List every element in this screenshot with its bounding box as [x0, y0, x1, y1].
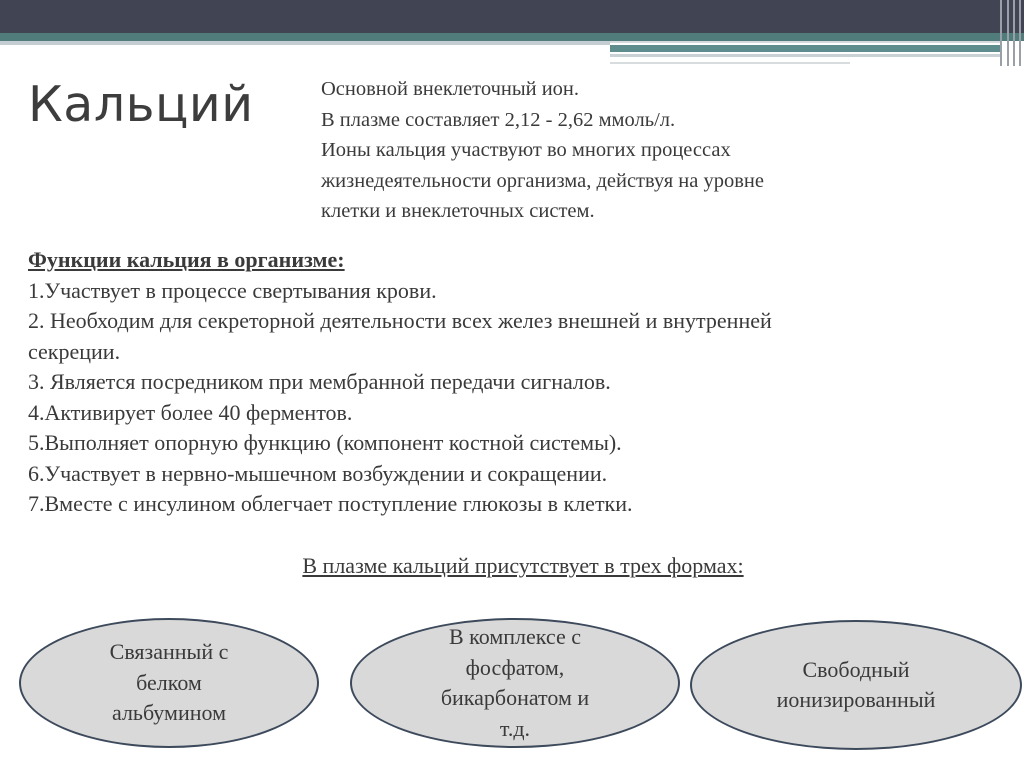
form-ellipse-label: Свободный ионизированный: [776, 656, 936, 712]
header-bar-light: [0, 41, 610, 45]
header-bar-dark: [0, 0, 1024, 33]
forms-title: [0, 553, 1024, 579]
intro-line: жизнедеятельности организма, действуя на уровне: [321, 169, 764, 192]
intro-line: клетки и внеклеточных систем.: [321, 200, 595, 222]
function-item: 7.Вместе с инсулином облегчает поступление глюкозы в клетки.: [28, 491, 633, 516]
intro-line: В плазме составляет 2,12 - 2,62 ммоль/л.: [321, 108, 676, 131]
function-item: 6.Участвует в нервно-мышечном возбуждении и сокращении.: [28, 460, 608, 486]
form-ellipse-free: [690, 620, 1022, 750]
intro-line: Основной внеклеточный ион.: [321, 78, 580, 100]
form-ellipse-label: Связанный с белком альбумином: [109, 639, 229, 726]
header-edge-strip: [1019, 0, 1021, 66]
header-bar-light: [610, 54, 1000, 57]
function-item: 2. Необходим для секреторной деятельности всех желез внешней и внутренней: [28, 308, 772, 333]
intro-line: Ионы кальция участвуют во многих процессах: [321, 139, 731, 161]
header-bar-light: [610, 62, 850, 64]
form-ellipse-label: В комплексе с фосфатом, бикарбонатом и т.д.: [440, 624, 590, 741]
function-item: 3. Является посредником при мембранной передачи сигналов.: [28, 369, 611, 394]
function-item: секреции.: [28, 338, 121, 364]
header-bar-light: [610, 41, 1000, 43]
function-item: 4.Активирует более 40 ферментов.: [28, 399, 353, 425]
form-ellipse-complex: [350, 618, 680, 748]
header-edge-strip: [1013, 0, 1015, 66]
forms-title-text: В плазме кальций присутствует в трех формах:: [302, 553, 744, 578]
function-item: 1.Участвует в процессе свертывания крови.: [28, 277, 437, 303]
header-edge-strip: [1000, 0, 1002, 66]
header-edge-strip: [1007, 0, 1009, 66]
intro-text: [321, 74, 961, 227]
slide-title: Кальций: [28, 76, 254, 133]
functions-heading: Функции кальция в организме:: [28, 247, 345, 272]
header-bar-teal-short: [610, 45, 1000, 52]
form-ellipse-bound: [19, 618, 319, 748]
function-item: 5.Выполняет опорную функцию (компонент костной системы).: [28, 430, 622, 455]
functions-list: [28, 245, 1008, 520]
header-bar-teal: [0, 33, 1024, 41]
